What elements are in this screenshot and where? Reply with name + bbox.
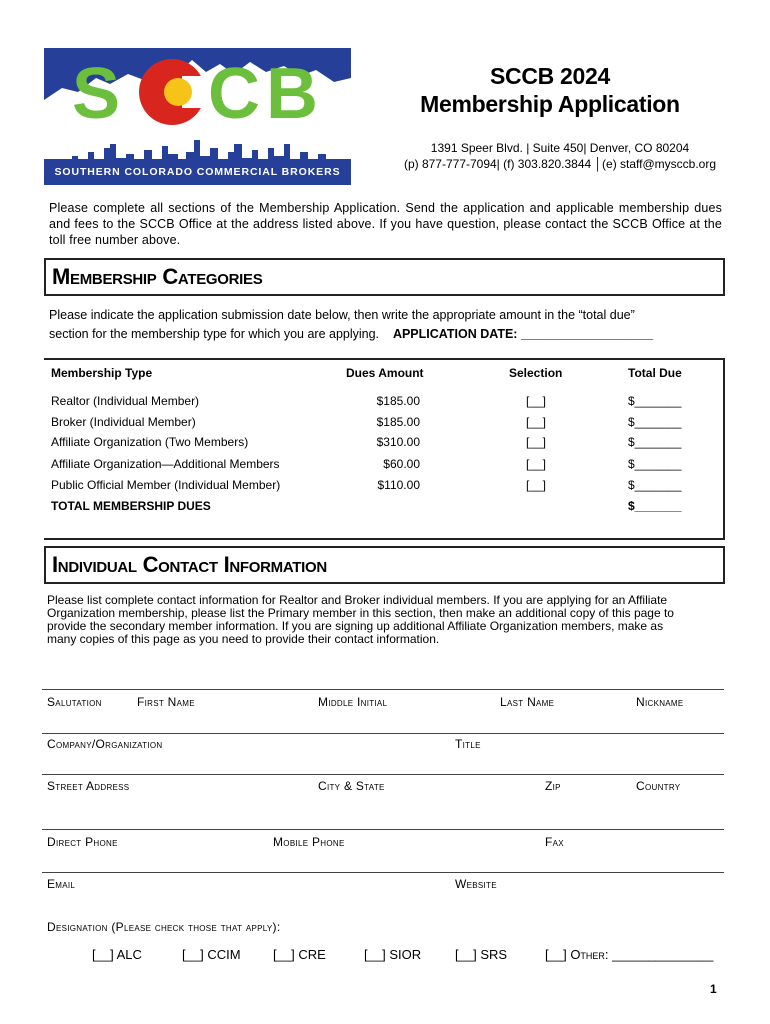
row-amount: $60.00 <box>383 457 420 471</box>
logo-letter-b: B <box>266 54 318 134</box>
col-total-due: Total Due <box>628 366 682 380</box>
logo-tagline: SOUTHERN COLORADO COMMERCIAL BROKERS <box>44 159 351 185</box>
total-membership-dues-label: TOTAL MEMBERSHIP DUES <box>51 499 211 513</box>
row-total-due-field[interactable]: $_______ <box>628 415 682 429</box>
row-selection-checkbox[interactable]: [__] <box>525 435 546 449</box>
page-title <box>390 62 710 118</box>
sccb-wordmark <box>44 48 351 136</box>
designation-label: Designation (Please check those that apply): <box>47 920 281 934</box>
designation-sior[interactable] <box>364 947 421 962</box>
email-label: Email <box>47 877 76 891</box>
salutation-label: Salutation <box>47 695 102 709</box>
row-type: Affiliate Organization—Additional Members <box>51 457 280 471</box>
middle-initial-label: Middle Initial <box>318 695 388 709</box>
designation-name: CCIM <box>207 947 241 962</box>
instructions-line-1: Please indicate the application submission date below, then write the appropriate amount in the “total due” <box>49 308 635 322</box>
row-amount: $185.00 <box>376 394 420 408</box>
title-label: Title <box>455 737 481 751</box>
contact-instructions-line: Organization membership, please list the Primary member in this section, then make an additional copy of this page to <box>47 606 674 620</box>
field-line[interactable] <box>42 872 724 873</box>
designation-srs[interactable] <box>455 947 507 962</box>
row-total-due-field[interactable]: $_______ <box>628 478 682 492</box>
designation-name: CRE <box>298 947 326 962</box>
contact-instructions-line: Please list complete contact information for Realtor and Broker individual members. If you are applying for an Affiliate <box>47 593 668 607</box>
street-address-label: Street Address <box>47 779 130 793</box>
title-line-2: Membership Application <box>420 91 680 117</box>
address-line-2: (p) 877-777-7094| (f) 303.820.3844 │(e) staff@mysccb.org <box>403 157 717 171</box>
field-line[interactable] <box>42 829 724 830</box>
row-total-due-field[interactable]: $_______ <box>628 457 682 471</box>
col-membership-type: Membership Type <box>51 366 153 380</box>
row-total-due-field[interactable]: $_______ <box>628 394 682 408</box>
city-state-label: City & State <box>318 779 385 793</box>
intro-paragraph: Please complete all sections of the Membership Application. Send the application and applicable membership dues and fees to the SCCB Office at the address listed above. If you have question, please contact the SCCB Office at the toll free number above. <box>49 201 722 247</box>
col-dues-amount: Dues Amount <box>346 366 424 380</box>
row-amount: $110.00 <box>377 478 420 492</box>
field-line[interactable] <box>42 733 724 734</box>
designation-alc[interactable] <box>92 947 142 962</box>
row-selection-checkbox[interactable]: [__] <box>525 478 546 492</box>
contact-instructions <box>47 594 727 646</box>
direct-phone-label: Direct Phone <box>47 835 118 849</box>
row-amount: $185.00 <box>376 415 420 429</box>
checkbox[interactable]: [__] <box>273 947 295 962</box>
first-name-label: First Name <box>137 695 195 709</box>
row-type: Public Official Member (Individual Member) <box>51 478 281 492</box>
checkbox[interactable]: [__] <box>545 947 567 962</box>
row-type: Broker (Individual Member) <box>51 415 196 429</box>
checkbox[interactable]: [__] <box>182 947 204 962</box>
other-blank-field[interactable]: ______________ <box>612 947 714 962</box>
website-label: Website <box>455 877 497 891</box>
sccb-logo <box>44 48 351 185</box>
logo-letter-c: C <box>208 54 260 134</box>
designation-name: ALC <box>116 947 142 962</box>
field-line[interactable] <box>42 689 724 690</box>
row-total-due-field[interactable]: $_______ <box>628 435 682 449</box>
fax-label: Fax <box>545 835 564 849</box>
logo-letter-s: S <box>72 54 121 134</box>
checkbox[interactable]: [__] <box>92 947 114 962</box>
title-line-1: SCCB 2024 <box>489 63 611 89</box>
row-type: Realtor (Individual Member) <box>51 394 200 408</box>
row-selection-checkbox[interactable]: [__] <box>525 457 546 471</box>
address-line-1: 1391 Speer Blvd. | Suite 450| Denver, CO 80204 <box>430 141 690 155</box>
contact-instructions-line: provide the secondary member information. If you are signing up additional Affiliate Organization members, make as <box>47 619 664 633</box>
nickname-label: Nickname <box>636 695 684 709</box>
zip-label: Zip <box>545 779 561 793</box>
col-selection: Selection <box>509 366 563 380</box>
mobile-phone-label: Mobile Phone <box>273 835 345 849</box>
membership-instructions <box>49 306 725 344</box>
designation-other[interactable] <box>545 947 713 962</box>
checkbox[interactable]: [__] <box>364 947 386 962</box>
country-label: Country <box>636 779 681 793</box>
field-line[interactable] <box>42 774 724 775</box>
checkbox[interactable]: [__] <box>455 947 477 962</box>
page-number: 1 <box>710 982 717 996</box>
instructions-line-2-text: section for the membership type for which you are applying. <box>49 327 380 341</box>
row-amount: $310.00 <box>376 435 420 449</box>
contact-information-heading: Individual Contact Information <box>44 546 725 584</box>
designation-name: SIOR <box>389 947 422 962</box>
other-label: Other: <box>570 947 609 962</box>
membership-categories-heading: Membership Categories <box>44 258 725 296</box>
row-type: Affiliate Organization (Two Members) <box>51 435 249 449</box>
designation-ccim[interactable] <box>182 947 241 962</box>
contact-instructions-line: many copies of this page as you need to provide their contact information. <box>47 632 440 646</box>
company-label: Company/Organization <box>47 737 163 751</box>
contact-address <box>380 140 740 172</box>
designation-name: SRS <box>480 947 508 962</box>
instructions-line-2 <box>49 325 725 344</box>
designation-cre[interactable] <box>273 947 326 962</box>
last-name-label: Last Name <box>500 695 555 709</box>
row-selection-checkbox[interactable]: [__] <box>525 415 546 429</box>
application-date-field[interactable]: APPLICATION DATE: ___________________ <box>392 327 654 341</box>
row-selection-checkbox[interactable]: [__] <box>525 394 546 408</box>
total-membership-dues-field[interactable]: $_______ <box>628 499 682 513</box>
